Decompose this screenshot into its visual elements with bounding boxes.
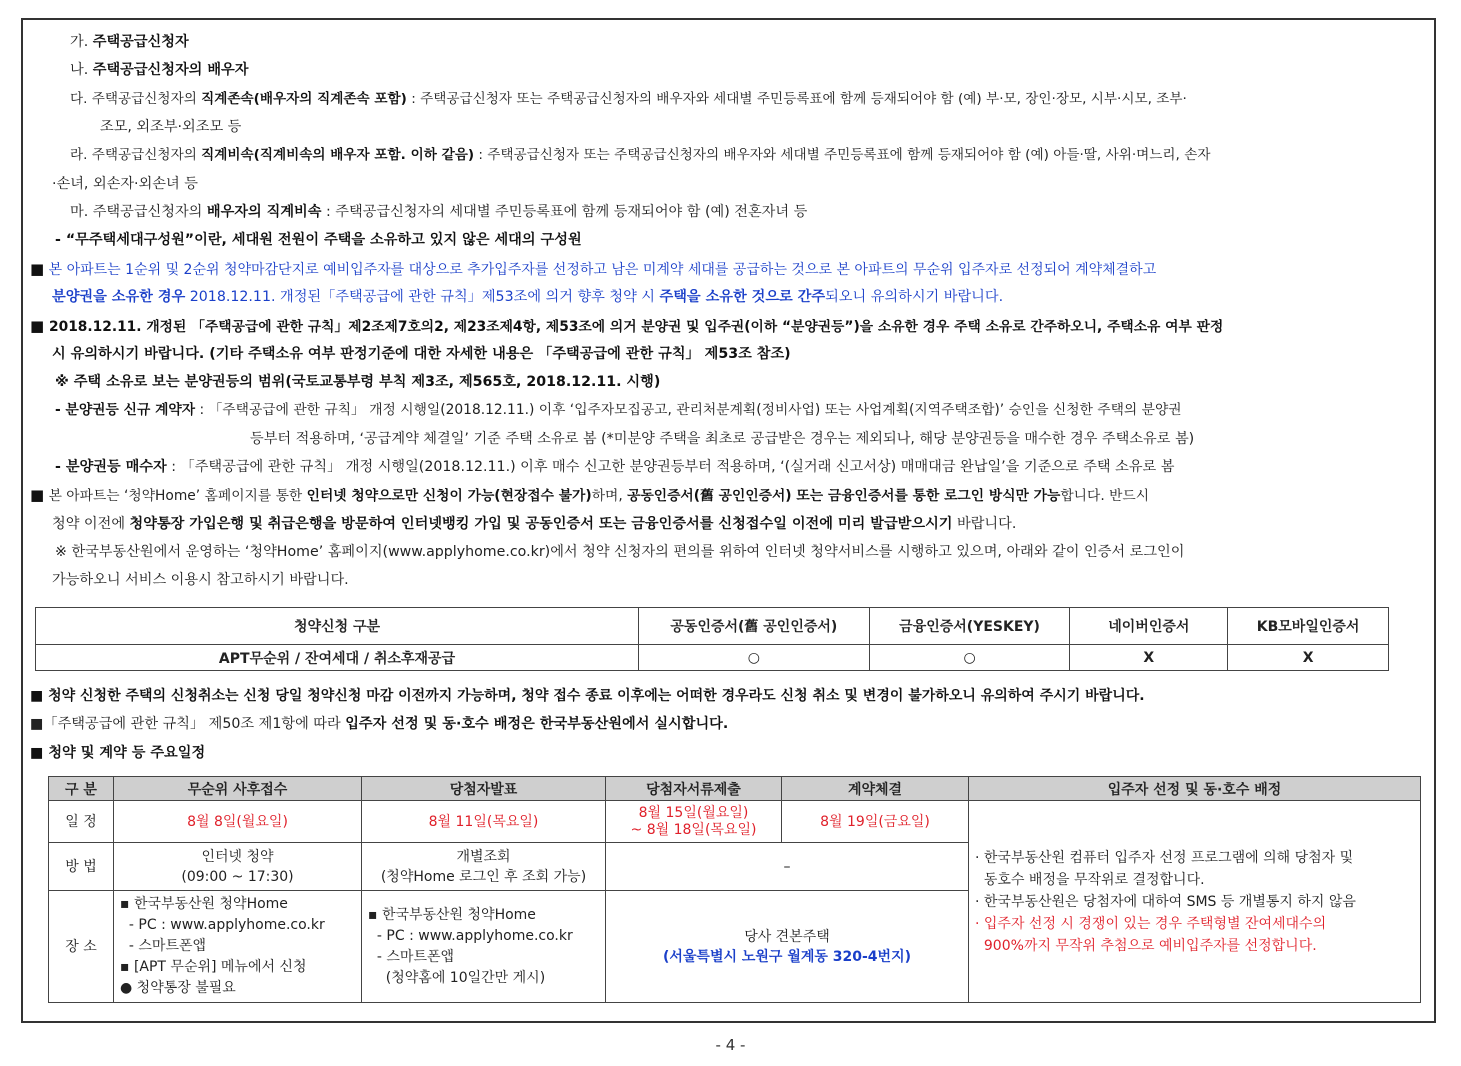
assign-line: 동호수 배정을 무작위로 결정합니다.: [975, 872, 1205, 888]
assign-red-text: 까지 무작위 추첨으로 예비입주자를 선정합니다.: [1023, 938, 1317, 954]
method-apply-line: 인터넷 청약: [201, 848, 274, 865]
bullet-square: ■: [30, 317, 45, 335]
list-item-da: [70, 89, 1187, 109]
assign-line-red-2: [975, 935, 1420, 957]
list-item-ma: [70, 202, 807, 222]
cert-row-label: APT무순위 / 잔여세대 / 취소후재공급: [36, 645, 639, 671]
place-apply-line: - PC : www.applyhome.co.kr: [120, 917, 325, 933]
place-announce-line: - PC : www.applyhome.co.kr: [368, 927, 573, 944]
label-bold: - 분양권등 신규 계약자: [55, 402, 196, 418]
list-text: 주택공급신청자의 배우자: [92, 62, 249, 78]
place-contract-name: 당사 견본주택: [744, 928, 830, 945]
label-bold: - 분양권등 매수자: [55, 459, 167, 475]
notice-text: 2018.12.11. 개정된「주택공급에 관한 규칙」제53조에 의거 향후 청약 시: [185, 289, 660, 305]
method-announce: [362, 843, 606, 891]
notice-2-note: ※ 주택 소유로 보는 분양권등의 범위(국토교통부령 부칙 제3조, 제565호, 2018.12.11. 시행): [55, 374, 661, 390]
list-marker: 다. 주택공급신청자의: [70, 91, 202, 107]
cert-value: X: [1228, 645, 1389, 671]
place-announce-line: (청약홈에 10일간만 게시): [368, 969, 546, 986]
date-docs-end: ~ 8월 18일(목요일): [630, 821, 757, 838]
row-label-place: 장 소: [49, 891, 114, 1003]
list-bold: 직계비속(직계비속의 배우자 포함. 이하 같음): [201, 147, 475, 163]
notice-text: 되오니 유의하시기 바랍니다.: [825, 289, 1004, 305]
list-text: : 주택공급신청자의 세대별 주민등록표에 함께 등재되어야 함 (예) 전혼자녀 등: [321, 204, 808, 220]
list-item-na: [70, 60, 248, 80]
schedule-header: 계약체결: [782, 777, 969, 801]
list-bold: 직계존속(배우자의 직계존속 포함): [201, 91, 407, 107]
notice-text: 청약 이전에: [52, 516, 130, 532]
notice-text: 합니다. 반드시: [1060, 488, 1150, 504]
date-docs: [606, 801, 782, 843]
notice-text: 하며,: [591, 488, 628, 504]
notice-1-line-2: [52, 287, 1003, 307]
notice-1-line-1: [30, 259, 1156, 280]
cert-value: X: [1070, 645, 1228, 671]
place-apply-line: ● 청약통장 불필요: [120, 980, 236, 996]
cert-value: ○: [869, 645, 1070, 671]
notice-2-new-contract-cont: 등부터 적용하며, ‘공급계약 체결일’ 기준 주택 소유로 봄 (*미분양 주택을 최초로 공급받은 경우는 제외되나, 해당 분양권등을 매수한 경우 주택소유로 봄): [250, 431, 1195, 447]
method-announce-note: (청약Home 로그인 후 조회 가능): [380, 868, 587, 885]
list-text: 주택공급신청자: [92, 34, 189, 50]
bullet-square: ■: [30, 260, 45, 278]
cert-header: 청약신청 구분: [36, 608, 639, 645]
schedule-header: 당첨자서류제출: [606, 777, 782, 801]
assign-line: · 한국부동산원은 당첨자에 대하여 SMS 등 개별통지 하지 않음: [975, 894, 1356, 910]
cert-value: ○: [639, 645, 870, 671]
notice-5: [30, 714, 728, 734]
notice-bold: 분양권을 소유한 경우: [52, 289, 186, 305]
date-apply: 8월 8일(월요일): [114, 801, 362, 843]
place-apply-line: - 스마트폰앱: [120, 938, 207, 954]
date-docs-start: 8월 15일(월요일): [638, 804, 749, 821]
list-marker: 나.: [70, 62, 89, 78]
cert-header: 금융인증서(YESKEY): [869, 608, 1070, 645]
notice-bold: 청약통장 가입은행 및 취급은행을 방문하여 인터넷뱅킹 가입 및 공동인증서 또는 금융인증서를 신청접수일 이전에 미리 발급받으시기: [129, 516, 953, 532]
notice-text: : 「주택공급에 관한 규칙」 개정 시행일(2018.12.11.) 이후 매수 신고한 분양권등부터 적용하며, ‘(실거래 신고서상) 매매대금 완납일’을 기준으로 주택 소유로 봄: [166, 459, 1175, 475]
notice-bold: 인터넷 청약으로만 신청이 가능(현장접수 불가): [306, 488, 592, 504]
place-announce: [362, 891, 606, 1003]
method-apply: [114, 843, 362, 891]
definition-line: - “무주택세대구성원”이란, 세대원 전원이 주택을 소유하고 있지 않은 세대의 구성원: [55, 232, 582, 248]
page-number: - 4 -: [715, 1036, 746, 1054]
cert-header: 공동인증서(舊 공인인증서): [639, 608, 870, 645]
notice-3-note-2: 가능하오니 서비스 이용시 참고하시기 바랍니다.: [52, 572, 349, 588]
list-item-ga: [70, 32, 189, 52]
notice-3-note-1: ※ 한국부동산원에서 운영하는 ‘청약Home’ 홈페이지(www.applyhome.co.kr)에서 청약 신청자의 편의를 위하여 인터넷 청약서비스를 시행하고 있으며, 아래와 같이 인증서 로그인이: [55, 544, 1185, 560]
method-announce-line: 개별조회: [456, 848, 511, 865]
schedule-table: [48, 776, 1421, 1003]
assign-red-percent: 900%: [975, 938, 1024, 954]
assign-line-red: · 입주자 선정 시 경쟁이 있는 경우 주택형별 잔여세대수의: [975, 916, 1327, 932]
list-item-ra: [70, 145, 1210, 165]
notice-4: ■ 청약 신청한 주택의 신청취소는 신청 당일 청약신청 마감 이전까지 가능하며, 청약 접수 종료 이후에는 어떠한 경우라도 신청 취소 및 변경이 불가하오니 유의하여 주시기 바랍니다.: [30, 688, 1145, 704]
list-item-da-cont: 조모, 외조부·외조모 등: [100, 119, 242, 135]
place-announce-line: - 스마트폰앱: [368, 948, 455, 965]
place-apply-line: ▪ [APT 무순위] 메뉴에서 신청: [120, 959, 307, 975]
notice-text: 본 아파트는 1순위 및 2순위 청약마감단지로 예비입주자를 대상으로 추가입주자를 선정하고 남은 미계약 세대를 공급하는 것으로 본 아파트의 무순위 입주자로 선정되어 계약체결하고: [48, 262, 1157, 278]
schedule-header: 입주자 선정 및 동·호수 배정: [969, 777, 1421, 801]
date-announce: 8월 11일(목요일): [362, 801, 606, 843]
place-apply: [114, 891, 362, 1003]
schedule-header: 당첨자발표: [362, 777, 606, 801]
place-apply-line: ▪ 한국부동산원 청약Home: [120, 896, 288, 912]
notice-text: 2018.12.11. 개정된 「주택공급에 관한 규칙」제2조제7호의2, 제23조제4항, 제53조에 의거 분양권 및 입주권(이하 “분양권등”)을 소유한 경우 주택 소유로 간주하오니, 주택소유 여부 판정: [49, 319, 1224, 335]
list-bold: 배우자의 직계비속: [206, 204, 322, 220]
notice-bold: 주택을 소유한 것으로 간주: [659, 289, 826, 305]
notice-text: ■「주택공급에 관한 규칙」 제50조 제1항에 따라: [30, 716, 346, 732]
notice-2-line-1: [30, 316, 1223, 337]
list-marker: 가.: [70, 34, 89, 50]
assign-line: · 한국부동산원 컴퓨터 입주자 선정 프로그램에 의해 당첨자 및: [975, 850, 1354, 866]
place-contract: [606, 891, 969, 1003]
date-contract: 8월 19일(금요일): [782, 801, 969, 843]
schedule-header: 구 분: [49, 777, 114, 801]
row-label-date: 일 정: [49, 801, 114, 843]
notice-text: : 「주택공급에 관한 규칙」 개정 시행일(2018.12.11.) 이후 ‘입주자모집공고, 관리처분계획(정비사업) 또는 사업계획(지역주택조합)’ 승인을 신청한 주택의 분양권: [195, 402, 1182, 418]
notice-2-new-contract: [55, 400, 1182, 420]
method-docs-contract: –: [606, 843, 969, 891]
schedule-header: 무순위 사후접수: [114, 777, 362, 801]
place-announce-line: ▪ 한국부동산원 청약Home: [368, 906, 536, 923]
list-item-ra-cont: ·손녀, 외손자·외손녀 등: [52, 176, 198, 192]
method-apply-time: (09:00 ~ 17:30): [181, 868, 294, 885]
row-label-method: 방 법: [49, 843, 114, 891]
list-marker: 라. 주택공급신청자의: [70, 147, 202, 163]
list-text: : 주택공급신청자 또는 주택공급신청자의 배우자와 세대별 주민등록표에 함께 등재되어야 함 (예) 아들·딸, 사위·며느리, 손자: [474, 147, 1211, 163]
list-marker: 마. 주택공급신청자의: [70, 204, 207, 220]
certificate-table: [35, 607, 1389, 671]
notice-3-line-2: [52, 514, 1016, 534]
notice-text: 바랍니다.: [952, 516, 1017, 532]
cert-header: KB모바일인증서: [1228, 608, 1389, 645]
notice-2-line-2: 시 유의하시기 바랍니다. (기타 주택소유 여부 판정기준에 대한 자세한 내용은 「주택공급에 관한 규칙」 제53조 참조): [52, 346, 791, 362]
notice-3-line-1: [30, 485, 1149, 506]
notice-bold: 공동인증서(舊 공인인증서) 또는 금융인증서를 통한 로그인 방식만 가능: [627, 488, 1061, 504]
notice-2-buyer: [55, 457, 1174, 477]
notice-6: ■ 청약 및 계약 등 주요일정: [30, 745, 206, 761]
bullet-square: ■: [30, 486, 45, 504]
list-text: : 주택공급신청자 또는 주택공급신청자의 배우자와 세대별 주민등록표에 함께 등재되어야 함 (예) 부·모, 장인·장모, 시부·시모, 조부·: [406, 91, 1187, 107]
cert-header: 네이버인증서: [1070, 608, 1228, 645]
notice-bold: 입주자 선정 및 동·호수 배정은 한국부동산원에서 실시합니다.: [345, 716, 729, 732]
place-contract-address: (서울특별시 노원구 월계동 320-4번지): [662, 948, 911, 965]
assignment-info: [969, 801, 1421, 1003]
notice-text: 본 아파트는 ‘청약Home’ 홈페이지를 통한: [48, 488, 307, 504]
